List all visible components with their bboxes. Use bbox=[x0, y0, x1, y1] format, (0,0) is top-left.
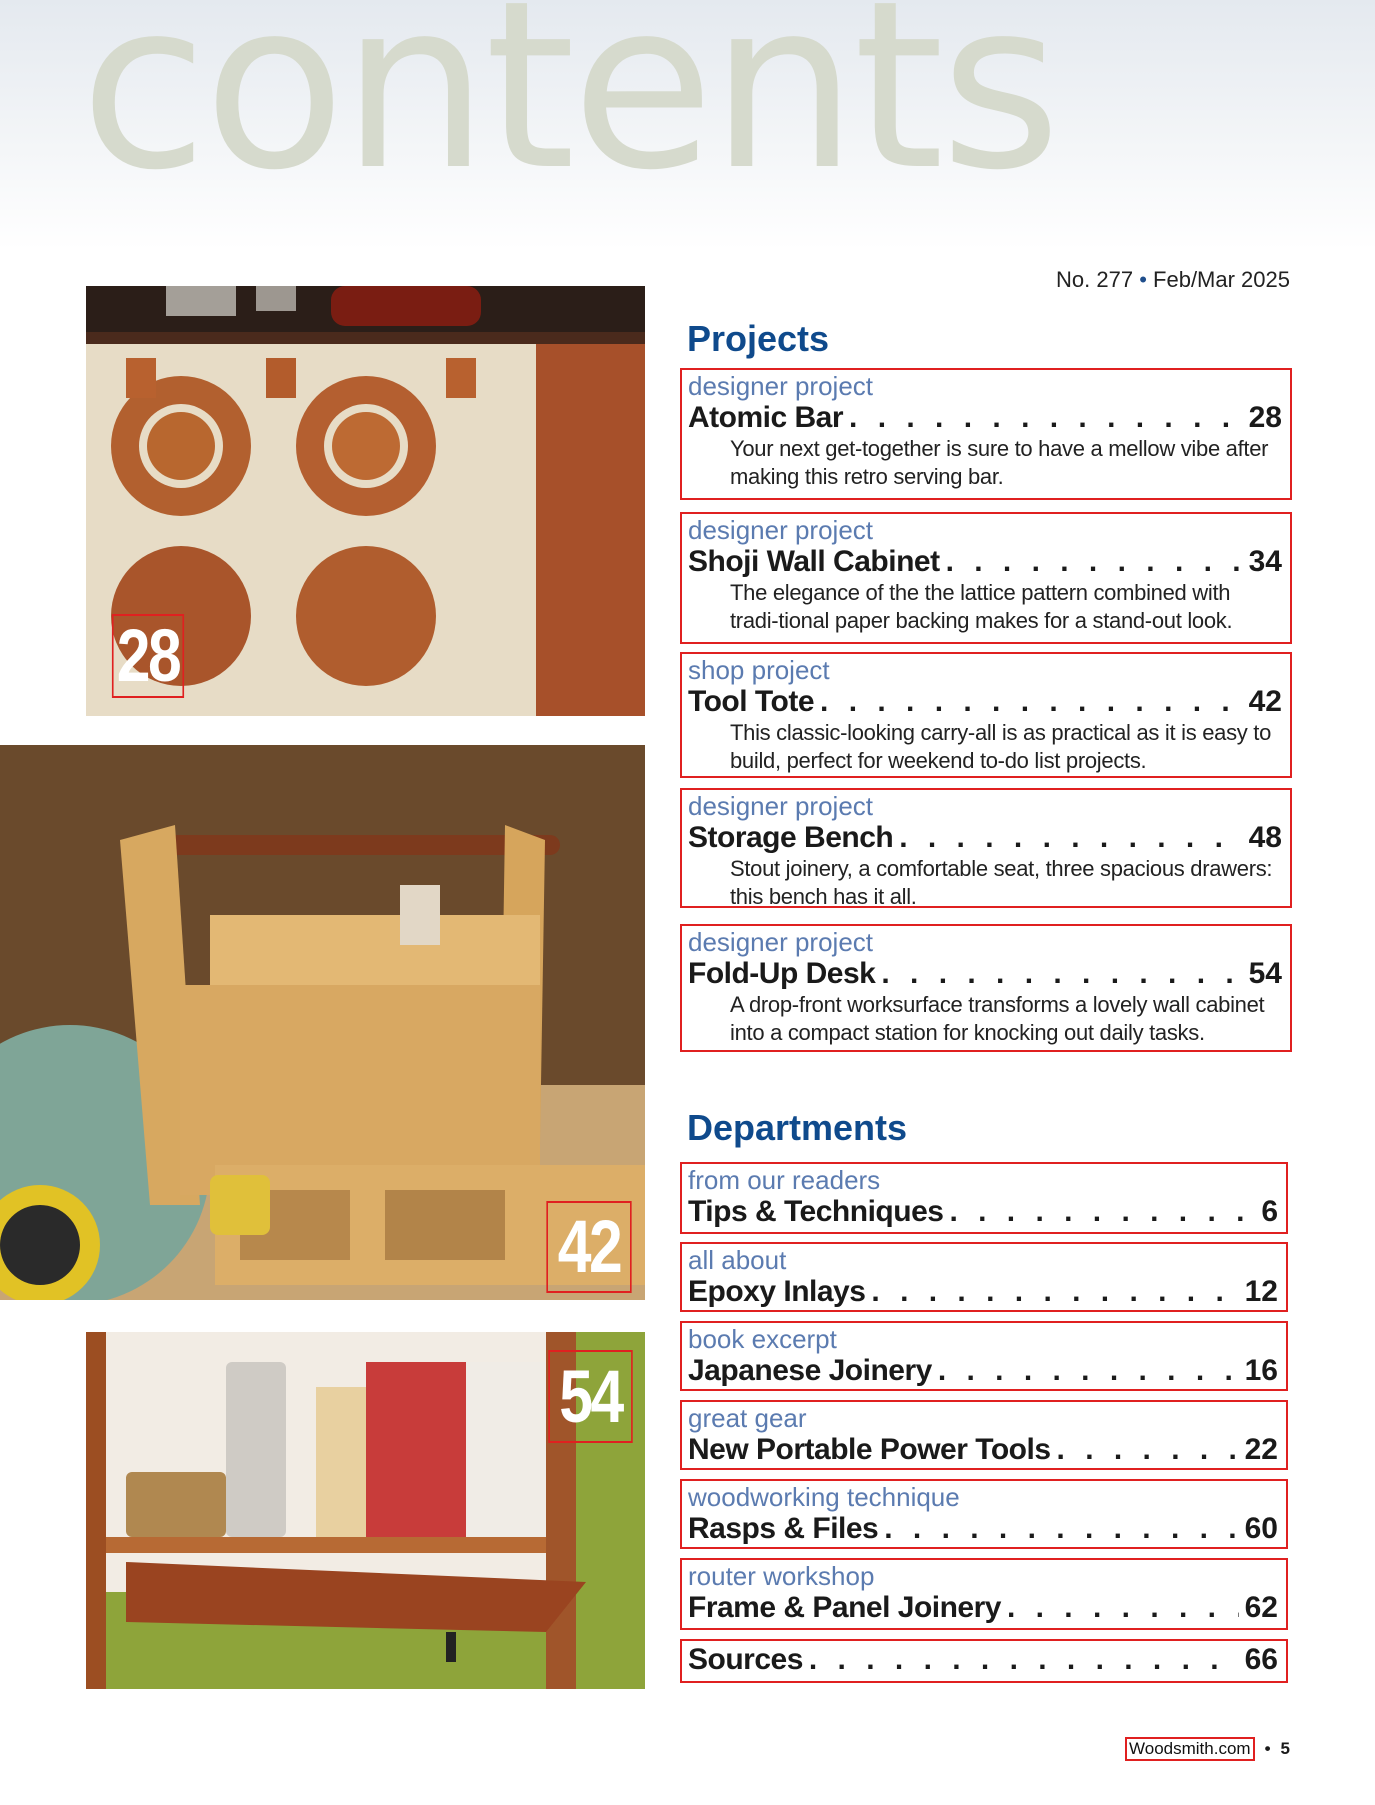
entry-title: Fold-Up Desk bbox=[688, 956, 876, 990]
project-entry-atomic-bar[interactable] bbox=[680, 368, 1292, 500]
entry-title: Atomic Bar bbox=[688, 400, 844, 434]
entry-page-number: 28 bbox=[1248, 400, 1282, 434]
entry-page-number: 66 bbox=[1244, 1643, 1278, 1676]
entry-title-row bbox=[688, 1275, 1278, 1310]
entry-page-number: 16 bbox=[1244, 1353, 1278, 1387]
leader-dots bbox=[849, 401, 1243, 436]
entry-title-row bbox=[688, 1433, 1278, 1468]
project-entry-storage-bench[interactable] bbox=[680, 788, 1292, 908]
department-entry-epoxy-inlays[interactable] bbox=[680, 1242, 1288, 1312]
entry-title-row bbox=[688, 957, 1282, 992]
issue-bullet: • bbox=[1139, 267, 1147, 292]
entry-page-number: 42 bbox=[1248, 684, 1282, 718]
entry-title: Japanese Joinery bbox=[688, 1353, 932, 1387]
entry-title: New Portable Power Tools bbox=[688, 1432, 1051, 1466]
issue-number: No. 277 bbox=[1056, 267, 1134, 292]
entry-title-row bbox=[688, 685, 1282, 720]
department-entry-frame-panel-joinery[interactable] bbox=[680, 1558, 1288, 1630]
leader-dots bbox=[949, 1195, 1255, 1230]
entry-kicker: book excerpt bbox=[688, 1324, 837, 1354]
leader-dots bbox=[884, 1512, 1238, 1547]
entry-kicker: shop project bbox=[688, 655, 830, 685]
department-entry-japanese-joinery[interactable] bbox=[680, 1321, 1288, 1391]
entry-title-row bbox=[688, 401, 1282, 436]
entry-description: A drop-front worksurface transforms a lovely wall cabinet into a compact station for knocking out daily tasks. bbox=[730, 992, 1265, 1045]
leader-dots bbox=[1007, 1591, 1239, 1626]
page-badge-42[interactable]: 42 bbox=[546, 1201, 631, 1293]
entry-title: Tips & Techniques bbox=[688, 1194, 944, 1228]
entry-kicker: designer project bbox=[688, 791, 873, 821]
department-entry-rasps-files[interactable] bbox=[680, 1479, 1288, 1549]
footer-bullet: • bbox=[1264, 1739, 1271, 1758]
entry-title: Frame & Panel Joinery bbox=[688, 1590, 1001, 1624]
projects-heading: Projects bbox=[687, 318, 830, 359]
page-badge-28[interactable]: 28 bbox=[112, 614, 184, 698]
entry-title-row bbox=[688, 1512, 1278, 1547]
leader-dots bbox=[946, 545, 1243, 580]
project-entry-fold-up-desk[interactable] bbox=[680, 924, 1292, 1052]
entry-page-number: 12 bbox=[1244, 1274, 1278, 1308]
entry-title-row bbox=[688, 1354, 1278, 1389]
page-number: 5 bbox=[1280, 1739, 1290, 1758]
entry-description: This classic-looking carry-all is as practical as it is easy to build, perfect for weekend to-do list projects. bbox=[730, 720, 1272, 773]
entry-title-row bbox=[688, 1591, 1278, 1626]
entry-description: Your next get-together is sure to have a mellow vibe after making this retro serving bar. bbox=[730, 436, 1269, 489]
page-title: contents bbox=[80, 0, 1058, 221]
entry-kicker: from our readers bbox=[688, 1165, 881, 1195]
entry-kicker: all about bbox=[688, 1245, 787, 1275]
entry-title: Sources bbox=[688, 1643, 803, 1676]
issue-date: Feb/Mar 2025 bbox=[1153, 267, 1290, 292]
entry-page-number: 62 bbox=[1244, 1590, 1278, 1624]
leader-dots bbox=[899, 821, 1242, 856]
entry-page-number: 22 bbox=[1244, 1432, 1278, 1466]
leader-dots bbox=[820, 685, 1243, 720]
entry-kicker: router workshop bbox=[688, 1561, 875, 1591]
entry-kicker: designer project bbox=[688, 515, 873, 545]
entry-title-row bbox=[688, 545, 1282, 580]
entry-page-number: 54 bbox=[1248, 956, 1282, 990]
departments-heading: Departments bbox=[687, 1107, 908, 1148]
entry-kicker: woodworking technique bbox=[688, 1482, 960, 1512]
leader-dots bbox=[871, 1275, 1238, 1310]
department-entry-sources[interactable] bbox=[680, 1639, 1288, 1683]
page-badge-54[interactable]: 54 bbox=[548, 1350, 632, 1443]
entry-title-row bbox=[688, 1195, 1278, 1230]
entry-kicker: designer project bbox=[688, 371, 873, 401]
entry-title: Storage Bench bbox=[688, 820, 894, 854]
entry-kicker: great gear bbox=[688, 1403, 807, 1433]
entry-page-number: 34 bbox=[1248, 544, 1282, 578]
leader-dots bbox=[809, 1643, 1239, 1678]
leader-dots bbox=[881, 957, 1242, 992]
entry-kicker: designer project bbox=[688, 927, 873, 957]
leader-dots bbox=[938, 1354, 1239, 1389]
entry-description: The elegance of the the lattice pattern combined with tradi-tional paper backing makes for a stand-out look. bbox=[730, 580, 1233, 633]
project-entry-shoji-wall-cabinet[interactable] bbox=[680, 512, 1292, 644]
entry-title: Tool Tote bbox=[688, 684, 815, 718]
leader-dots bbox=[1057, 1433, 1239, 1468]
project-entry-tool-tote[interactable] bbox=[680, 652, 1292, 778]
footer bbox=[1125, 1737, 1290, 1761]
department-entry-portable-power-tools[interactable] bbox=[680, 1400, 1288, 1470]
entry-page-number: 60 bbox=[1244, 1511, 1278, 1545]
entry-title: Shoji Wall Cabinet bbox=[688, 544, 940, 578]
website-link[interactable]: Woodsmith.com bbox=[1125, 1737, 1255, 1761]
entry-title: Epoxy Inlays bbox=[688, 1274, 866, 1308]
department-entry-tips-techniques[interactable] bbox=[680, 1162, 1288, 1234]
entry-page-number: 48 bbox=[1248, 820, 1282, 854]
issue-info bbox=[1056, 267, 1290, 293]
entry-page-number: 6 bbox=[1261, 1194, 1278, 1228]
entry-title-row bbox=[688, 1643, 1278, 1678]
entry-title: Rasps & Files bbox=[688, 1511, 879, 1545]
entry-title-row bbox=[688, 821, 1282, 856]
entry-description: Stout joinery, a comfortable seat, three spacious drawers: this bench has it all. bbox=[730, 856, 1273, 909]
